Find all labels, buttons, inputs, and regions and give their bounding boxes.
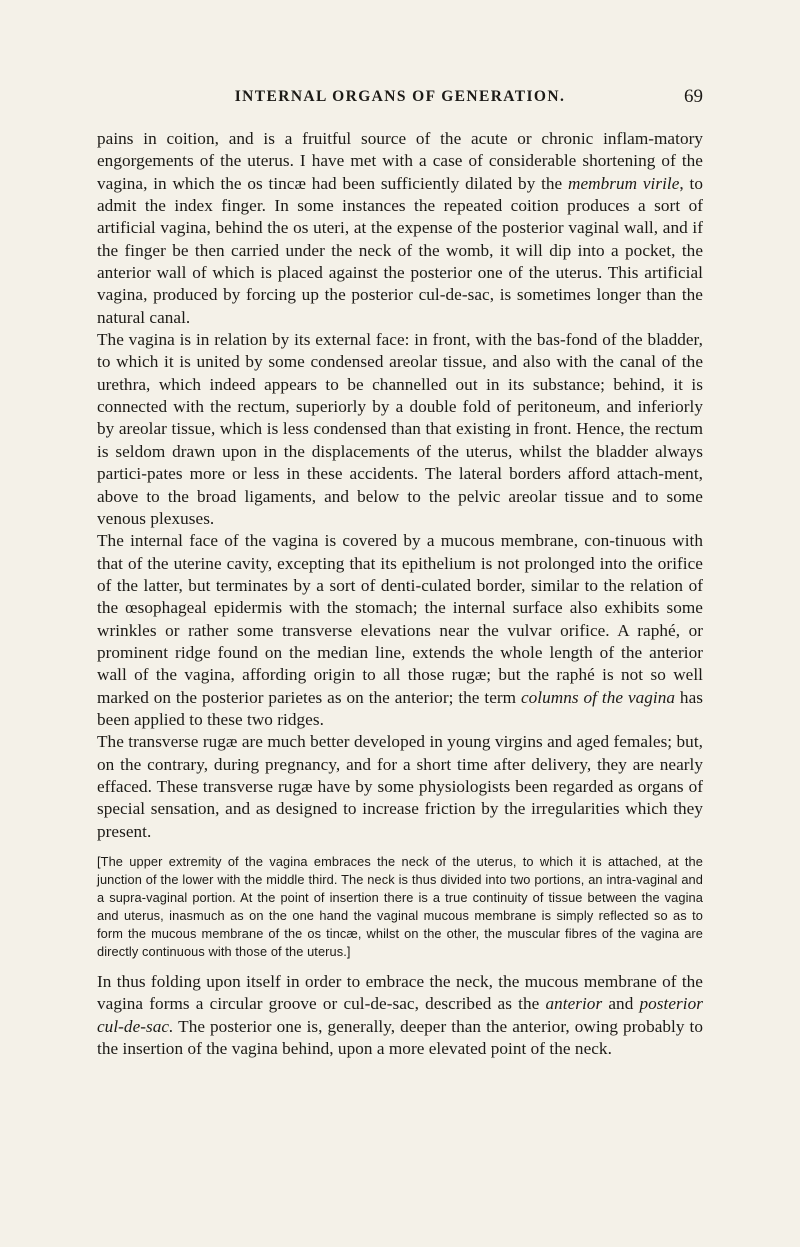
editorial-note: [The upper extremity of the vagina embraces the neck of the uterus, to which it is attached, at the junction of the lower with the middle third. The neck is thus divided into two portions, an intra-vaginal and a supra-vaginal portion. At the point of insertion there is a true continuity of tissue between the vagina and uterus, inasmuch as on the one hand the vaginal mucous membrane is simply reflected so as to form the mucous membrane of the os tincæ, whilst on the other, the muscular fibres of the vagina are directly continuous with those of the uterus.] xyxy=(97,854,703,959)
italic-term: membrum virile xyxy=(568,173,680,193)
paragraph-internal-face xyxy=(97,530,703,731)
running-title: INTERNAL ORGANS OF GENERATION. xyxy=(234,88,566,105)
paragraph-text: In thus folding upon itself in order to embrace the neck, the mucous membrane of the vagina forms a circular groove or cul-de-sac, described as the xyxy=(97,972,703,1014)
paragraph-text: and xyxy=(602,994,640,1014)
paragraph-transverse-rugae: The transverse rugæ are much better developed in young virgins and aged females; but, on the contrary, during pregnancy, and for a short time after delivery, they are nearly effaced. These transverse rugæ have by some physiologists been regarded as organs of special sensation, and as designed to increase friction by the irregularities which they present. xyxy=(97,732,703,841)
paragraph-external-face: The vagina is in relation by its external face: in front, with the bas-fond of the bladder, to which it is united by some condensed areolar tissue, and also with the canal of the urethra, which indeed appears to be channelled out in its substance; behind, it is connected with the rectum, superiorly by a double fold of peritoneum, and inferiorly by areolar tissue, which is less condensed than that existing in front. Hence, the rectum is seldom drawn upon in the displacements of the uterus, whilst the bladder always partici-pates more or less in these accidents. The lateral borders afford attach-ment, above to the broad ligaments, and below to the pelvic areolar tissue and to some venous plexuses. xyxy=(97,330,703,528)
paragraph-text: The internal face of the vagina is covered by a mucous membrane, con-tinuous with that of the uterine cavity, excepting that its epithelium is not prolonged into the orifice of the latter, but terminates by a sort of denti-culated border, similar to the relation of the œsophageal epidermis with the stomach; the internal surface also exhibits some wrinkles or rather some transverse elevations near the vulvar orifice. A raphé, or prominent ridge found on the median line, extends the whole length of the anterior wall of the vagina, affording origin to all those rugæ; but the raphé is not so well marked on the posterior parietes as on the anterior; the term xyxy=(97,531,703,707)
italic-term: columns of the vagina xyxy=(520,687,676,707)
paragraph-coition xyxy=(97,128,703,329)
italic-term: anterior xyxy=(545,994,603,1014)
page-number: 69 xyxy=(684,86,703,107)
body-text xyxy=(97,128,703,1060)
paragraph-cul-de-sac xyxy=(97,971,703,1060)
italic-term: posterior cul-de-sac. xyxy=(97,994,703,1036)
page-header xyxy=(0,88,800,114)
paragraph-text: pains in coition, and is a fruitful source of the acute or chronic inflam-matory engorgements of the uterus. I have met with a case of considerable shortening of the vagina, in which the os tincæ had been sufficiently dilated by the xyxy=(97,129,703,193)
paragraph-text: The posterior one is, generally, deeper than the anterior, owing probably to the insertion of the vagina behind, upon a more elevated point of the neck. xyxy=(97,1016,703,1059)
paragraph-text: has been applied to these two ridges. xyxy=(97,687,703,729)
paragraph-text: , to admit the index finger. In some instances the repeated coition produces a sort of artificial vagina, behind the os uteri, at the expense of the posterior vaginal wall, and if the finger be then carried under the neck of the womb, it will dip into a pocket, the anterior wall of which is placed against the posterior one of the uterus. This artificial vagina, produced by forcing up the posterior cul-de-sac, is sometimes longer than the natural canal. xyxy=(97,173,703,327)
